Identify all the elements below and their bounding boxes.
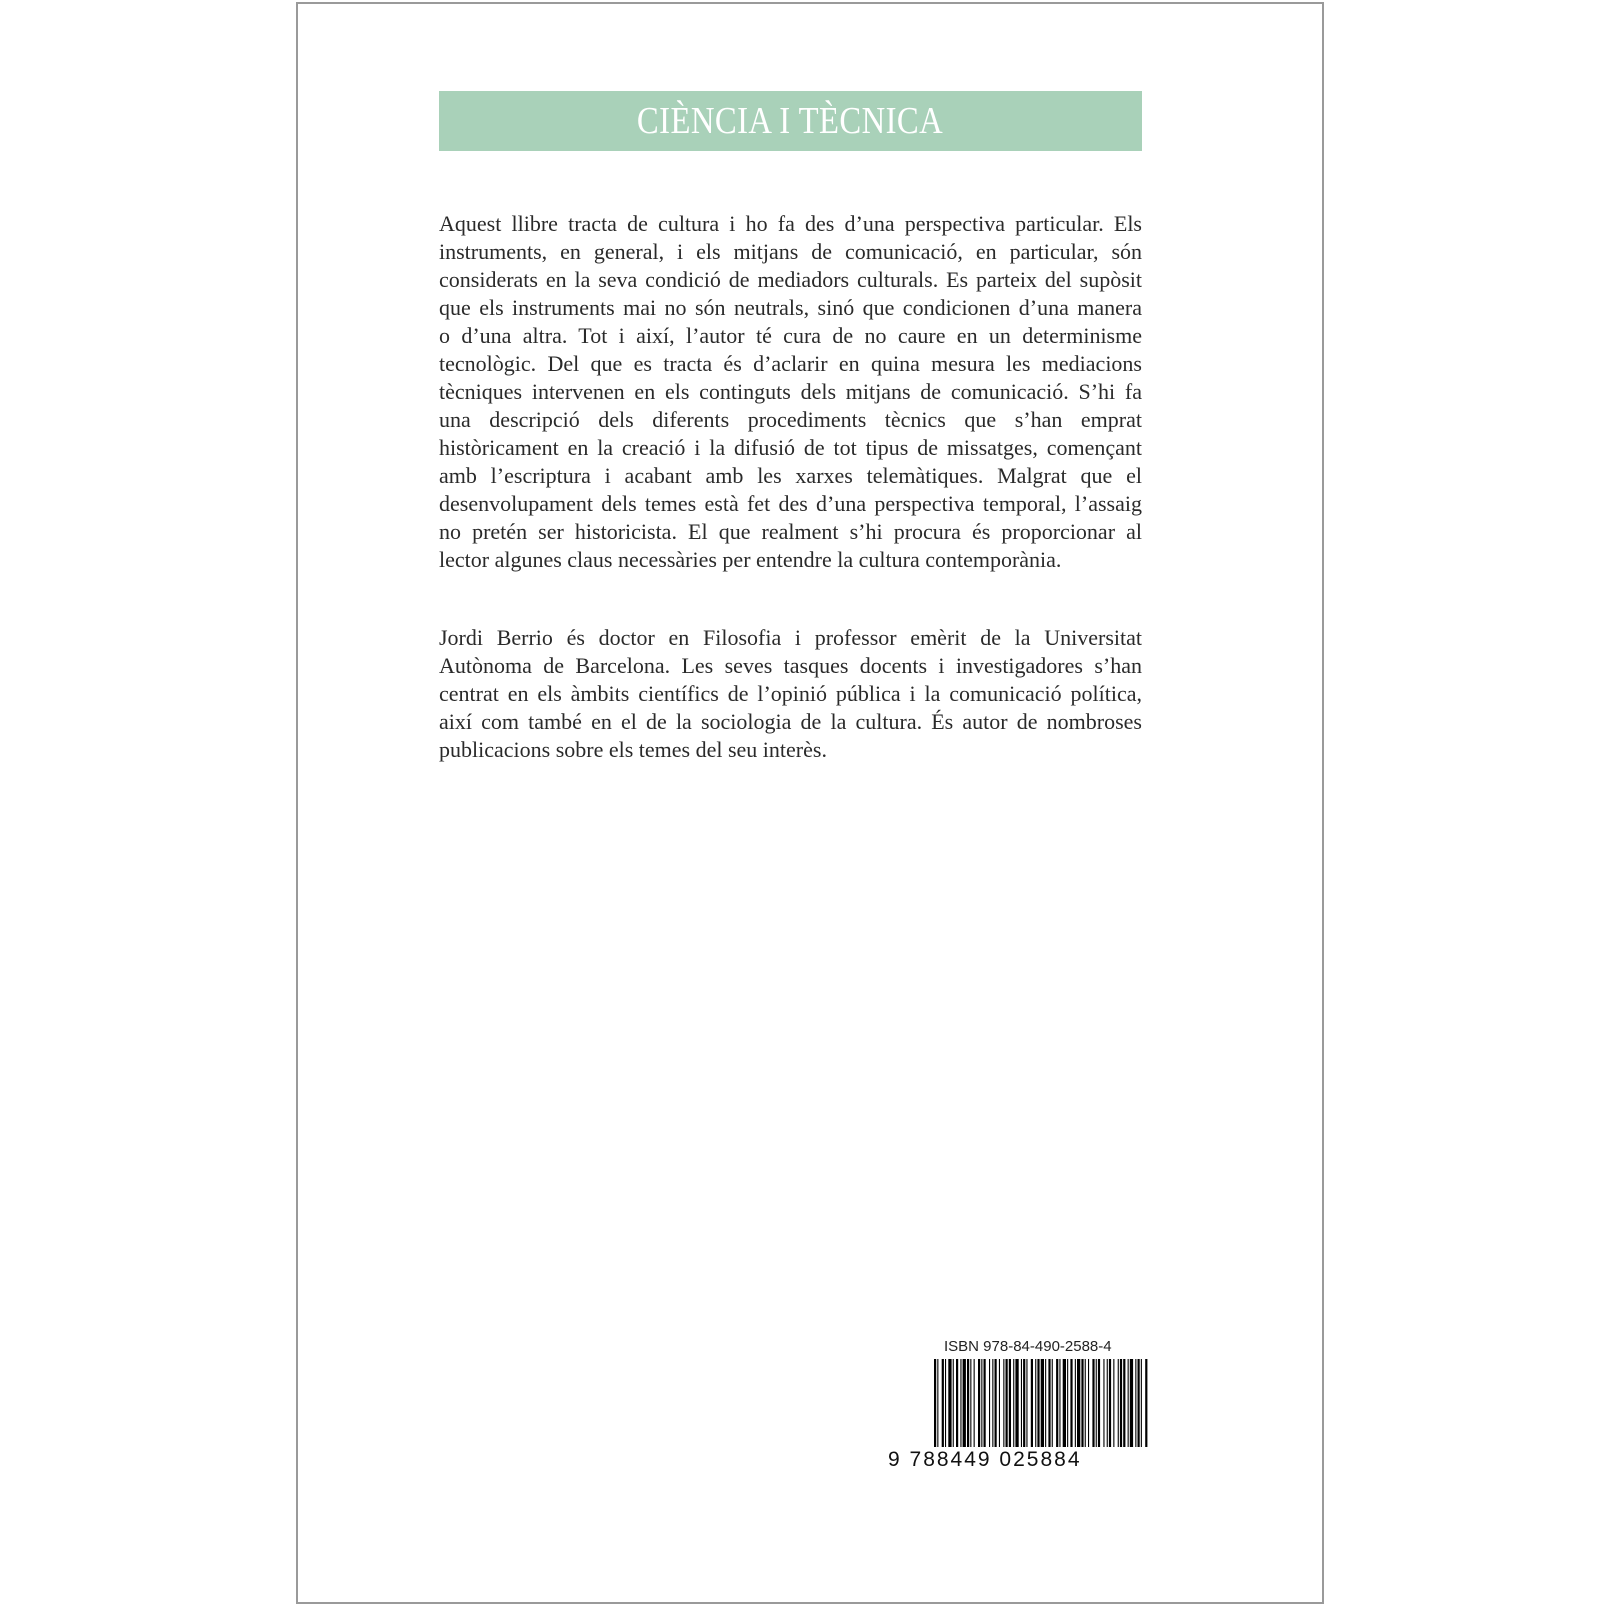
barcode-bar [1103, 1359, 1104, 1447]
author-bio-line: publicacions sobre els temes del seu interès. [439, 737, 827, 762]
barcode-bar [960, 1359, 961, 1447]
barcode-bar [1006, 1359, 1008, 1447]
description-line: Aquest llibre tracta de cultura i ho fa des d’una perspectiva particular. Els [439, 211, 1142, 236]
barcode-bar [942, 1359, 944, 1447]
barcode-bar [1120, 1359, 1122, 1447]
description-line: que els instruments mai no són neutrals, sinó que condicionen d’una manera [439, 295, 1142, 320]
barcode-digits: 9 788449 025884 [888, 1448, 1082, 1471]
barcode-bar [1123, 1359, 1125, 1447]
barcode-bar [981, 1359, 982, 1447]
book-description [439, 210, 1142, 574]
author-bio-line: així com també en el de la sociologia de la cultura. És autor de nombroses [439, 709, 1142, 734]
barcode-bar [978, 1359, 980, 1447]
barcode-bar [1075, 1359, 1076, 1447]
book-back-cover [296, 2, 1324, 1604]
barcode-bar [984, 1359, 986, 1447]
barcode-bar [945, 1359, 946, 1447]
barcode-bar [1135, 1359, 1136, 1447]
barcode-bar [1063, 1359, 1066, 1447]
author-bio-line: Jordi Berrio és doctor en Filosofia i professor emèrit de la Universitat [439, 625, 1142, 650]
barcode-bar [1098, 1359, 1100, 1447]
description-line: tecnològic. Del que es tracta és d’aclarir en quina mesura les mediacions [439, 351, 1142, 376]
barcode-bar [1037, 1359, 1039, 1447]
barcode-bar [1138, 1359, 1140, 1447]
barcode-bar [1107, 1359, 1108, 1447]
barcode-bar [1021, 1359, 1022, 1447]
description-line: desenvolupament dels temes està fet des d’una perspectiva temporal, l’assaig [439, 491, 1142, 516]
barcode-bar [1059, 1359, 1060, 1447]
barcode-bar [1113, 1359, 1114, 1447]
barcode-bar [1070, 1359, 1072, 1447]
barcode-bar [1026, 1359, 1027, 1447]
barcode-bar [992, 1359, 993, 1447]
barcode-bar [1081, 1359, 1083, 1447]
barcode-bar [1067, 1359, 1068, 1447]
barcode-bar [970, 1359, 971, 1447]
barcode-bar [1109, 1359, 1111, 1447]
description-line: històricament en la creació i la difusió de tot tipus de missatges, començant [439, 435, 1142, 460]
barcode-bar [937, 1359, 938, 1447]
barcode-bar [963, 1359, 966, 1447]
description-line: una descripció dels diferents procediments tècnics que s’han emprat [439, 407, 1142, 432]
isbn-label: ISBN 978-84-490-2588-4 [944, 1338, 1112, 1355]
author-bio-line: Autònoma de Barcelona. Les seves tasques docents i investigadores s’han [439, 653, 1142, 678]
description-line: lector algunes claus necessàries per entendre la cultura contemporània. [439, 547, 1062, 572]
barcode-bar [1003, 1359, 1004, 1447]
author-bio-line: centrat en els àmbits científics de l’opinió pública i la comunicació política, [439, 681, 1142, 706]
description-line: no pretén ser historicista. El que realment s’hi procura és proporcionar al [439, 519, 1142, 544]
barcode-bar [1013, 1359, 1014, 1447]
barcode-bar [995, 1359, 997, 1447]
barcode-bar [1031, 1359, 1033, 1447]
barcode [934, 1359, 1148, 1447]
barcode-bar [1023, 1359, 1025, 1447]
barcode-bar [1096, 1359, 1097, 1447]
barcode-bar [1088, 1359, 1089, 1447]
description-line: considerats en la seva condició de mediadors culturals. Es parteix del supòsit [439, 267, 1142, 292]
barcode-bar [953, 1359, 954, 1447]
description-line: instruments, en general, i els mitjans de comunicació, en particular, són [439, 239, 1142, 264]
description-line: amb l’escriptura i acabant amb les xarxes telemàtiques. Malgrat que el [439, 463, 1142, 488]
barcode-bar [1015, 1359, 1018, 1447]
barcode-bar [1128, 1359, 1129, 1447]
barcode-bar [1085, 1359, 1086, 1447]
barcode-bar [948, 1359, 951, 1447]
description-line: o d’una altra. Tot i així, l’autor té cura de no caure en un determinisme [439, 323, 1142, 348]
barcode-bar [989, 1359, 990, 1447]
barcode-bar [1118, 1359, 1119, 1447]
barcode-bar [1035, 1359, 1036, 1447]
barcode-bar [1041, 1359, 1044, 1447]
barcode-bar [1130, 1359, 1133, 1447]
barcode-bar [967, 1359, 969, 1447]
series-title: CIÈNCIA I TÈCNICA [637, 100, 944, 142]
barcode-bar [974, 1359, 975, 1447]
barcode-bar [1045, 1359, 1046, 1447]
barcode-bar [956, 1359, 958, 1447]
barcode-bar [1048, 1359, 1050, 1447]
barcode-bar [1052, 1359, 1053, 1447]
barcode-bar [1092, 1359, 1094, 1447]
barcode-bar [1077, 1359, 1080, 1447]
series-banner [439, 91, 1142, 151]
barcode-bar [1141, 1359, 1142, 1447]
description-line: tècniques intervenen en els continguts dels mitjans de comunicació. S’hi fa [439, 379, 1142, 404]
barcode-bar [1056, 1359, 1058, 1447]
author-bio [439, 624, 1142, 764]
barcode-bar [1145, 1359, 1147, 1447]
barcode-bar [934, 1359, 936, 1447]
barcode-bar [999, 1359, 1000, 1447]
barcode-bar [1009, 1359, 1011, 1447]
